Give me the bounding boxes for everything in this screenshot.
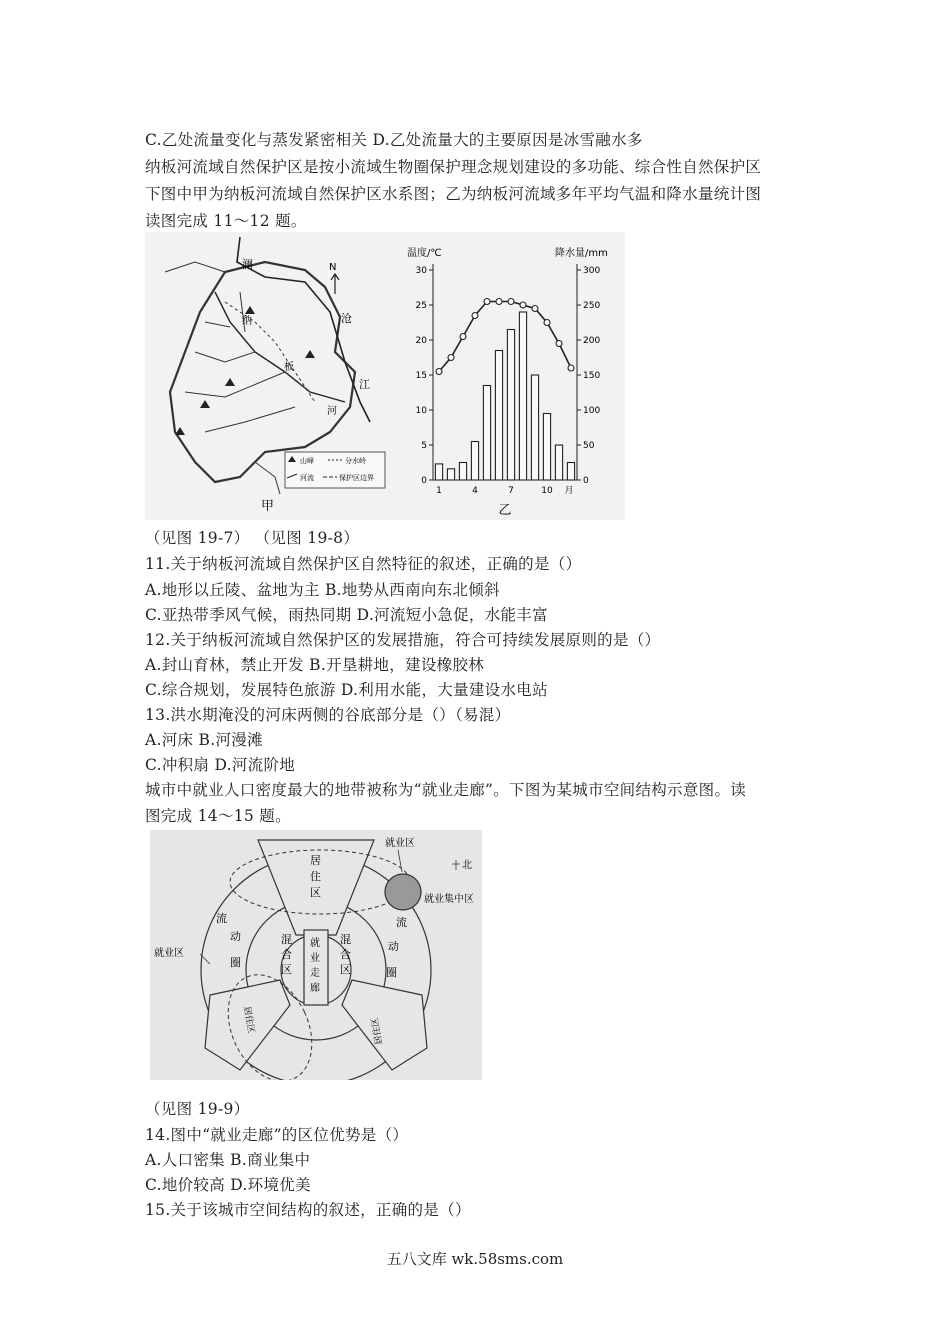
mixed-zone-label: 区: [281, 963, 292, 976]
option-line: A.河床 B.河漫滩: [145, 731, 263, 749]
y-tick-label-right: 100: [583, 406, 601, 416]
y-tick-label-right: 0: [583, 476, 589, 486]
text-line: 读图完成 11～12 题。: [145, 212, 307, 230]
option-line: A.地形以丘陵、盆地为主 B.地势从西南向东北倾斜: [145, 581, 500, 599]
x-tick-label: 10: [541, 486, 553, 496]
precipitation-bar: [519, 312, 526, 480]
y-tick-label-right: 50: [583, 441, 595, 451]
temperature-point: [436, 369, 442, 375]
mixed-zone-label: 混: [281, 933, 292, 946]
y-tick-label-right: 250: [583, 301, 601, 311]
city-structure-diagram: [150, 830, 482, 1080]
caption: （见图 19-9）: [145, 1100, 250, 1118]
precipitation-bar: [435, 464, 442, 480]
text-line: 下图中甲为纳板河流域自然保护区水系图；乙为纳板河流域多年平均气温和降水量统计图: [145, 185, 762, 203]
question: 14.图中“就业走廊”的区位优势是（）: [145, 1126, 409, 1144]
temperature-point: [448, 355, 454, 361]
precipitation-bar: [531, 375, 538, 480]
y-tick-label-left: 0: [421, 476, 427, 486]
x-axis-unit: 月: [564, 486, 574, 496]
corridor-label: 廊: [310, 983, 320, 994]
residential-label: 居: [310, 854, 321, 867]
temperature-point: [520, 302, 526, 308]
temperature-point: [496, 299, 502, 305]
y-tick-label-left: 5: [421, 441, 427, 451]
river-label: 澜: [242, 258, 253, 271]
y-tick-label-left: 20: [415, 336, 427, 346]
y-axis-label-left: 温度/℃: [407, 248, 442, 259]
option-line: C.冲积扇 D.河流阶地: [145, 756, 296, 774]
map-figure: [145, 232, 395, 520]
x-tick-label: 1: [436, 486, 442, 496]
y-tick-label-left: 10: [415, 406, 427, 416]
y-tick-label-left: 30: [415, 266, 427, 276]
question: 11.关于纳板河流域自然保护区自然特征的叙述，正确的是（）: [145, 555, 582, 573]
climate-chart-figure: [395, 232, 625, 520]
precipitation-bar: [471, 442, 478, 481]
precipitation-bar: [483, 386, 490, 481]
legend-label: 河流: [300, 474, 314, 482]
precipitation-bar: [495, 351, 502, 481]
climate-chart: [395, 232, 625, 520]
option-line: C.亚热带季风气候，雨热同期 D.河流短小急促，水能丰富: [145, 606, 548, 624]
option-line: A.封山育林，禁止开发 B.开垦耕地，建设橡胶林: [145, 656, 485, 674]
precipitation-bar: [543, 414, 550, 481]
text-line: 纳板河流域自然保护区是按小流域生物圈保护理念规划建设的多功能、综合性自然保护区: [145, 158, 762, 176]
temperature-point: [460, 334, 466, 340]
river-label: 江: [359, 378, 370, 391]
residential-label-br: 居住区: [370, 1016, 385, 1046]
precipitation-bar: [459, 463, 466, 481]
city-structure-figure: [150, 830, 482, 1080]
figure-label: 乙: [498, 503, 512, 518]
mixed-zone-label: 混: [340, 933, 351, 946]
precipitation-bar: [555, 445, 562, 480]
legend-label: 山峰: [300, 457, 314, 465]
precipitation-bar: [447, 469, 454, 480]
label-concentration: 就业集中区: [424, 894, 474, 905]
y-tick-label-right: 150: [583, 371, 601, 381]
question: 12.关于纳板河流域自然保护区的发展措施，符合可持续发展原则的是（）: [145, 631, 661, 649]
legend-label: 保护区边界: [339, 474, 374, 482]
residential-label: 住: [310, 870, 321, 883]
temperature-point: [544, 320, 550, 326]
y-tick-label-left: 15: [415, 371, 427, 381]
temperature-point: [568, 365, 574, 371]
residential-label-bl: 居住区: [241, 1005, 256, 1035]
label-employment-zone: 就业区: [385, 838, 415, 849]
x-tick-label: 4: [472, 486, 478, 496]
option-line: C.综合规划，发展特色旅游 D.利用水能，大量建设水电站: [145, 681, 548, 699]
water-system-map: [145, 232, 395, 520]
river-label: 板: [284, 362, 294, 373]
north-arrow-label: N: [329, 262, 337, 273]
question: 15.关于该城市空间结构的叙述，正确的是（）: [145, 1201, 471, 1219]
temperature-point: [472, 313, 478, 319]
text-line: C.乙处流量变化与蒸发紧密相关 D.乙处流量大的主要原因是冰雪融水多: [145, 131, 643, 149]
precipitation-bar: [567, 463, 574, 481]
temperature-point: [484, 299, 490, 305]
y-tick-label-left: 25: [415, 301, 427, 311]
text-line: 城市中就业人口密度最大的地带被称为“就业走廊”。下图为某城市空间结构示意图。读: [145, 781, 747, 799]
mixed-zone-label: 合: [281, 948, 292, 961]
temperature-line: [439, 302, 571, 372]
mixed-zone-label: 区: [340, 963, 351, 976]
flow-ring-label: 流: [396, 916, 407, 929]
temperature-point: [508, 299, 514, 305]
y-axis-label-right: 降水量/mm: [555, 248, 608, 259]
precipitation-bar: [507, 330, 514, 481]
river-label: 河: [327, 406, 337, 417]
temperature-point: [556, 341, 562, 347]
legend-label: 分水岭: [345, 457, 366, 465]
option-line: C.地价较高 D.环境优美: [145, 1176, 311, 1194]
option-line: A.人口密集 B.商业集中: [145, 1151, 311, 1169]
flow-ring-label: 动: [388, 940, 399, 953]
figure-label: 甲: [261, 499, 275, 514]
caption: （见图 19-7） （见图 19-8）: [145, 529, 360, 547]
flow-ring-label: 圈: [386, 966, 397, 979]
flow-ring-label: 圈: [230, 956, 241, 969]
label-employment-zone-left: 就业区: [154, 948, 184, 959]
flow-ring-label: 动: [230, 930, 241, 943]
employment-concentration-icon: [385, 874, 421, 910]
river-label: 沧: [341, 312, 352, 325]
corridor-label: 业: [310, 953, 320, 964]
residential-label: 区: [310, 886, 321, 899]
corridor-label: 走: [310, 968, 320, 979]
north-label: 北: [462, 860, 472, 871]
text-line: 图完成 14～15 题。: [145, 807, 291, 825]
x-tick-label: 7: [508, 486, 514, 496]
mixed-zone-label: 合: [340, 948, 351, 961]
y-tick-label-right: 300: [583, 266, 601, 276]
flow-ring-label: 流: [216, 912, 227, 925]
river-label: 纳: [242, 316, 252, 327]
north-arrow-icon: [452, 860, 460, 870]
question: 13.洪水期淹没的河床两侧的谷底部分是（）（易混）: [145, 706, 511, 724]
y-tick-label-right: 200: [583, 336, 601, 346]
corridor-label: 就: [310, 938, 320, 949]
footer: 五八文库 wk.58sms.com: [386, 1250, 564, 1268]
temperature-point: [532, 306, 538, 312]
north-arrow-icon: [331, 274, 339, 294]
